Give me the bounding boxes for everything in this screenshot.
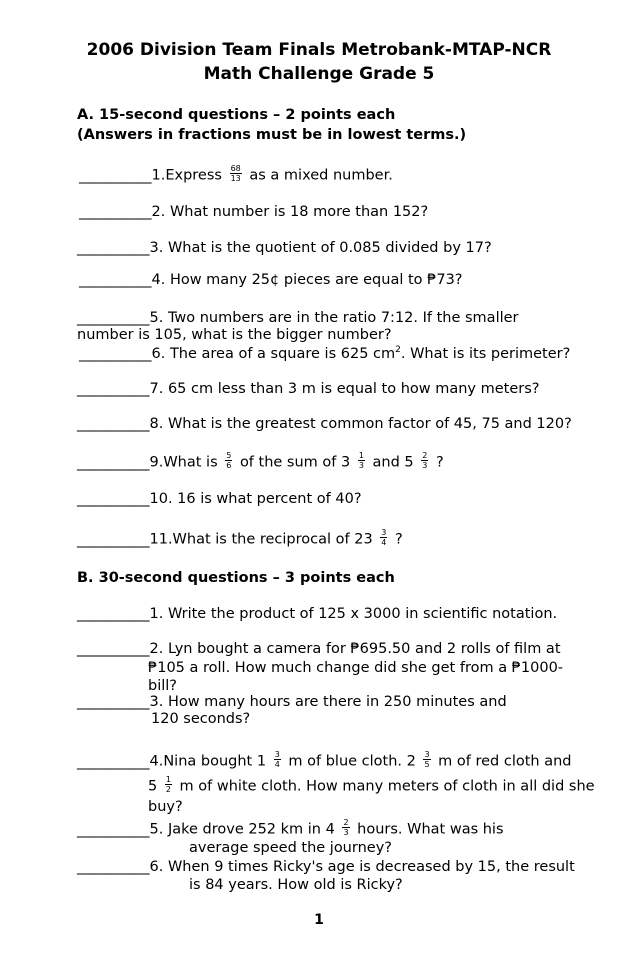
answer-blank: __________ (79, 167, 152, 184)
question-a10: __________10. 16 is what percent of 40? (77, 491, 362, 507)
fraction: $\frac{3}{4}$ (381, 528, 387, 547)
question-a4: __________4. How many 25¢ pieces are equal to ₱73? (79, 272, 463, 288)
question-b5-cont: average speed the journey? (189, 840, 392, 856)
question-a2: __________2. What number is 18 more than 152? (79, 204, 429, 220)
question-b4-cont-1: 5 $\frac{1}{2}$ m of white cloth. How many meters of cloth in all did she (148, 775, 595, 795)
fraction: $\frac{3}{4}$ (274, 750, 280, 769)
question-b5: __________5. Jake drove 252 km in 4 $\frac{2}{3}$ hours. What was his (77, 818, 504, 838)
title-line-2: Math Challenge Grade 5 (203, 64, 435, 84)
question-a6: __________6. The area of a square is 625 $cm^2$. What is its perimeter? (79, 345, 571, 362)
question-a3: __________3. What is the quotient of 0.085 divided by 17? (77, 240, 492, 256)
fraction: $\frac{5}{6}$ (226, 451, 232, 470)
question-a5-cont: number is 105, what is the bigger number? (77, 327, 392, 343)
title-line-1: 2006 Division Team Finals Metrobank-MTAP-NCR (86, 40, 552, 60)
answer-blank: __________ (79, 272, 152, 288)
answer-blank: __________ (77, 641, 150, 657)
answer-blank: __________ (77, 454, 150, 471)
question-a5: __________5. Two numbers are in the ratio 7:12. If the smaller (77, 310, 519, 326)
answer-blank: __________ (77, 531, 150, 548)
fraction: $\frac{3}{5}$ (424, 750, 430, 769)
question-b2-cont-2: bill? (148, 678, 177, 694)
question-b2-cont-1: ₱105 a roll. How much change did she get from a ₱1000- (148, 660, 564, 676)
question-b2: __________2. Lyn bought a camera for ₱695.50 and 2 rolls of film at (77, 641, 561, 657)
question-b6-cont: is 84 years. How old is Ricky? (189, 877, 403, 893)
section-a-heading: A. 15-second questions – 2 points each (77, 107, 396, 123)
question-b3-cont: 120 seconds? (151, 711, 251, 727)
question-a9: __________9.What is $\frac{5}{6}$ of the sum of 3 $\frac{1}{3}$ and 5 $\frac{2}{3}$ ? (77, 451, 444, 471)
section-a-note: (Answers in fractions must be in lowest terms.) (77, 127, 467, 143)
answer-blank: __________ (77, 381, 150, 397)
fraction: $\frac{68}{13}$ (230, 164, 241, 183)
fraction: $\frac{2}{3}$ (343, 818, 349, 837)
answer-blank: __________ (77, 821, 150, 838)
section-b-heading: B. 30-second questions – 3 points each (77, 570, 395, 586)
page-number: 1 (314, 912, 324, 928)
answer-blank: __________ (77, 606, 150, 622)
answer-blank: __________ (79, 345, 152, 362)
question-a7: __________7. 65 cm less than 3 m is equal to how many meters? (77, 381, 540, 397)
answer-blank: __________ (77, 694, 150, 710)
answer-blank: __________ (77, 491, 150, 507)
answer-blank: __________ (77, 416, 150, 432)
question-a1: __________1.Express $\frac{68}{13}$ as a mixed number. (79, 164, 393, 184)
answer-blank: __________ (79, 204, 152, 220)
question-a11: __________11.What is the reciprocal of 23 $\frac{3}{4}$ ? (77, 528, 403, 548)
question-b1: __________1. Write the product of 125 x 3000 in scientific notation. (77, 606, 558, 622)
answer-blank: __________ (77, 859, 150, 875)
question-b3: __________3. How many hours are there in 250 minutes and (77, 694, 507, 710)
fraction: $\frac{1}{2}$ (165, 775, 171, 794)
fraction: $\frac{1}{3}$ (358, 451, 364, 470)
question-b6: __________6. When 9 times Ricky's age is decreased by 15, the result (77, 859, 575, 875)
question-a8: __________8. What is the greatest common factor of 45, 75 and 120? (77, 416, 572, 432)
answer-blank: __________ (77, 240, 150, 256)
answer-blank: __________ (77, 310, 150, 326)
question-b4: __________4.Nina bought 1 $\frac{3}{4}$ m of blue cloth. 2 $\frac{3}{5}$ m of red cloth and (77, 750, 572, 770)
answer-blank: __________ (77, 753, 150, 770)
question-b4-cont-2: buy? (148, 799, 183, 815)
fraction: $\frac{2}{3}$ (422, 451, 428, 470)
